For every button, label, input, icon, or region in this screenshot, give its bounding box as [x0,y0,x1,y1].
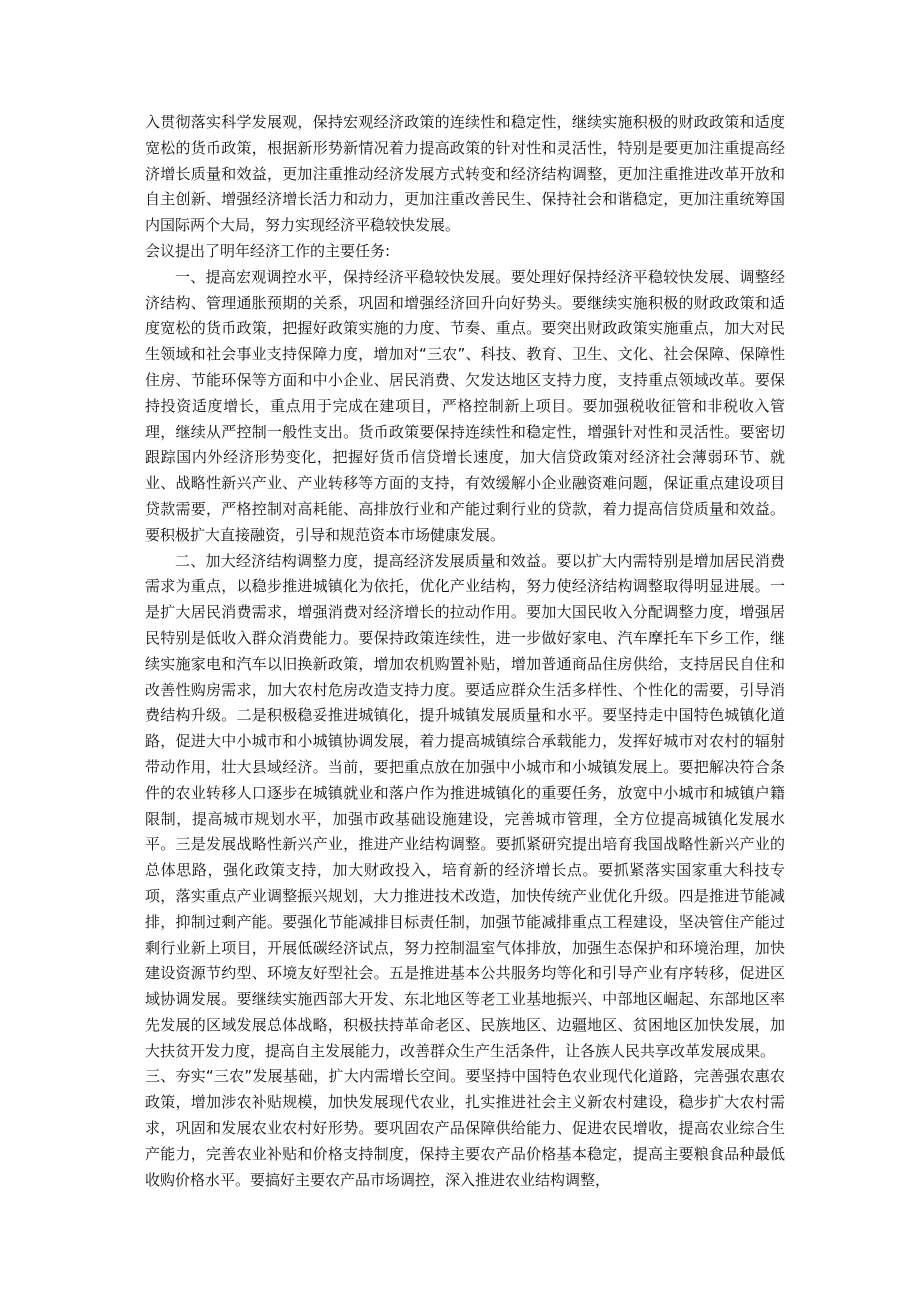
paragraph-task-one: 一、提高宏观调控水平，保持经济平稳较快发展。要处理好保持经济平稳较快发展、调整经济结构、管理通胀预期的关系，巩固和增强经济回升向好势头。要继续实施积极的财政政策和适度宽松的货币政策，把握好政策实施的力度、节奏、重点。要突出财政政策实施重点，加大对民生领域和社会事业支持保障力度，增加对“三农”、科技、教育、卫生、文化、社会保障、保障性住房、节能环保等方面和中小企业、居民消费、欠发达地区支持力度，支持重点领域改革。要保持投资适度增长，重点用于完成在建项目，严格控制新上项目。要加强税收征管和非税收入管理，继续从严控制一般性支出。货币政策要保持连续性和稳定性，增强针对性和灵活性。要密切跟踪国内外经济形势变化，把握好货币信贷增长速度，加大信贷政策对经济社会薄弱环节、就业、战略性新兴产业、产业转移等方面的支持，有效缓解小企业融资难问题，保证重点建设项目贷款需要，严格控制对高耗能、高排放行业和产能过剩行业的贷款，着力提高信贷质量和效益。要积极扩大直接融资，引导和规范资本市场健康发展。 [145,267,785,544]
paragraph-task-three: 三、夯实“三农”发展基础，扩大内需增长空间。要坚持中国特色农业现代化道路，完善强农惠农政策，增加涉农补贴规模，加快发展现代农业，扎实推进社会主义新农村建设，稳步扩大农村需求，巩固和发展农业农村好形势。要巩固农产品保障供给能力、促进农民增收，提高农业综合生产能力，完善农业补贴和价格支持制度，保持主要农产品价格基本稳定，提高主要粮食品种最低收购价格水平。要搞好主要农产品市场调控，深入推进农业结构调整， [145,1067,785,1189]
paragraph-tasks-heading: 会议提出了明年经济工作的主要任务: [145,241,391,260]
document-body [145,110,785,1193]
paragraph-intro-continued: 入贯彻落实科学发展观，保持宏观经济政策的连续性和稳定性，继续实施积极的财政政策和适度宽松的货币政策，根据新形势新情况着力提高政策的针对性和灵活性，特别是要更加注重提高经济增长质量和效益，更加注重推动经济发展方式转变和经济结构调整，更加注重推进改革开放和自主创新、增强经济增长活力和动力，更加注重改善民生、保持社会和谐稳定，更加注重统筹国内国际两个大局，努力实现经济平稳较快发展。 [145,113,785,235]
paragraph-task-two: 二、加大经济结构调整力度，提高经济发展质量和效益。要以扩大内需特别是增加居民消费需求为重点，以稳步推进城镇化为依托，优化产业结构，努力使经济结构调整取得明显进展。一是扩大居民消费需求，增强消费对经济增长的拉动作用。要加大国民收入分配调整力度，增强居民特别是低收入群众消费能力。要保持政策连续性，进一步做好家电、汽车摩托车下乡工作，继续实施家电和汽车以旧换新政策，增加农机购置补贴，增加普通商品住房供给，支持居民自住和改善性购房需求，加大农村危房改造支持力度。要适应群众生活多样性、个性化的需要，引导消费结构升级。二是积极稳妥推进城镇化，提升城镇发展质量和水平。要坚持走中国特色城镇化道路，促进大中小城市和小城镇协调发展，着力提高城镇综合承载能力，发挥好城市对农村的辐射带动作用，壮大县域经济。当前，要把重点放在加强中小城市和小城镇发展上。要把解决符合条件的农业转移人口逐步在城镇就业和落户作为推进城镇化的重要任务，放宽中小城市和城镇户籍限制，提高城市规划水平，加强市政基础设施建设，完善城市管理，全方位提高城镇化发展水平。三是发展战略性新兴产业，推进产业结构调整。要抓紧研究提出培育我国战略性新兴产业的总体思路，强化政策支持，加大财政投入，培育新的经济增长点。要抓紧落实国家重大科技专项，落实重点产业调整振兴规划，大力推进技术改造，加快传统产业优化升级。四是推进节能减排，抑制过剩产能。要强化节能减排目标责任制，加强节能减排重点工程建设，坚决管住产能过剩行业新上项目，开展低碳经济试点，努力控制温室气体排放，加强生态保护和环境治理，加快建设资源节约型、环境友好型社会。五是推进基本公共服务均等化和引导产业有序转移，促进区域协调发展。要继续实施西部大开发、东北地区等老工业基地振兴、中部地区崛起、东部地区率先发展的区域发展总体战略，积极扶持革命老区、民族地区、边疆地区、贫困地区加快发展，加大扶贫开发力度，提高自主发展能力，改善群众生产生活条件，让各族人民共享改革发展成果。 [145,551,785,1060]
